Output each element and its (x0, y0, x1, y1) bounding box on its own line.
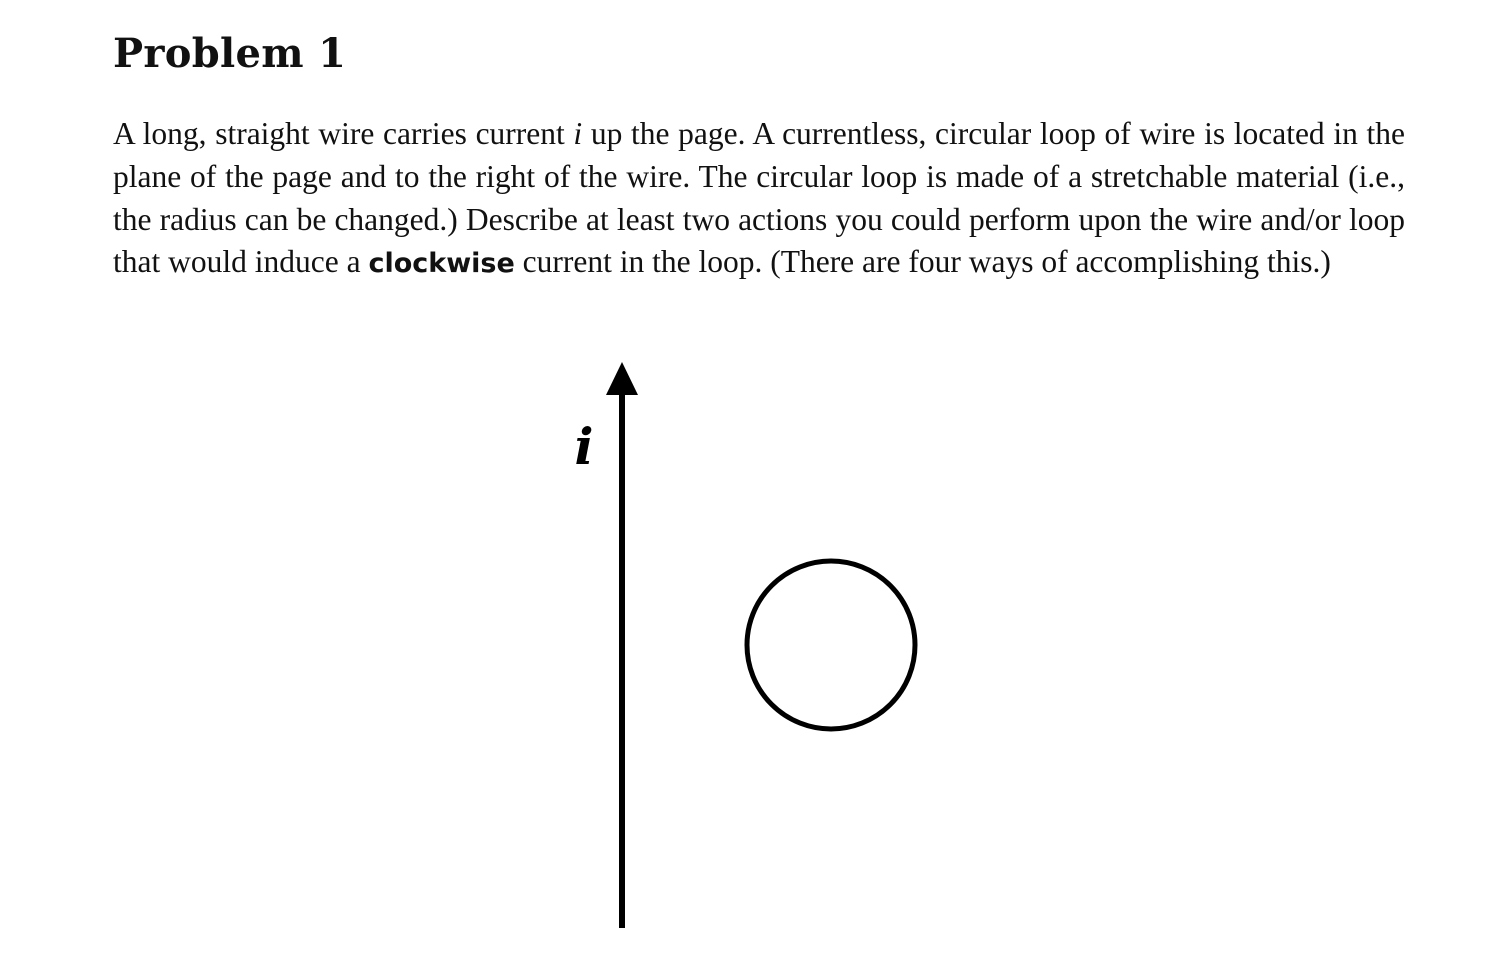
page-title: Problem 1 (113, 30, 347, 77)
circular-loop (747, 561, 915, 729)
current-variable: i (573, 116, 583, 151)
problem-text-part3: current in the loop. (There are four ways of accomplishing this.) (514, 244, 1331, 280)
problem-text-part1: A long, straight wire carries current (113, 116, 574, 151)
problem-text-part2: up the page. A currentless, circular loop of wire is located in the plane of the page and to the right of the wire. The circular loop is made of a stretchable material (i.e., the radius can be changed.) Describe at least two actions you could perform upon the wire and/or loop that would induce a (113, 116, 1405, 280)
emphasis-word: clockwise (368, 248, 515, 280)
current-label: i (574, 417, 594, 476)
current-arrow-head (606, 362, 638, 395)
